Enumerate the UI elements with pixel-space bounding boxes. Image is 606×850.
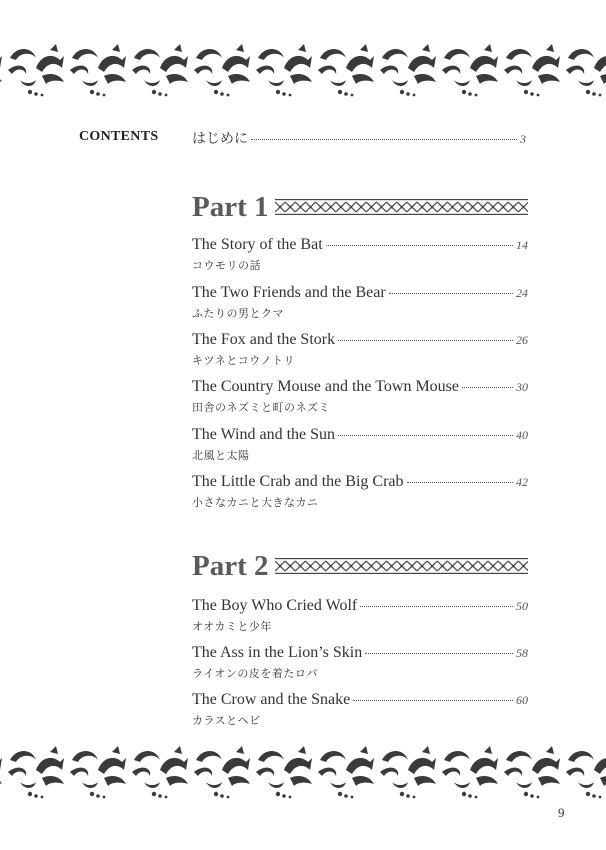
part-2-heading bbox=[192, 546, 528, 586]
dot-leader bbox=[365, 653, 513, 654]
entry-subtitle: ライオンの皮を着たロバ bbox=[192, 667, 318, 680]
entry-title: はじめに bbox=[192, 131, 248, 147]
toc-entry[interactable] bbox=[192, 236, 528, 273]
entry-title: The Little Crab and the Big Crab bbox=[192, 473, 404, 490]
page-number: 60 bbox=[516, 693, 528, 707]
page-number: 3 bbox=[520, 132, 526, 146]
entry-title: The Country Mouse and the Town Mouse bbox=[192, 378, 459, 395]
toc-entry[interactable] bbox=[192, 644, 528, 681]
entry-title: The Fox and the Stork bbox=[192, 331, 336, 348]
top-ornamental-border bbox=[0, 40, 606, 98]
toc-entry-intro[interactable] bbox=[192, 128, 526, 148]
toc-entry[interactable] bbox=[192, 473, 528, 510]
part-1-heading bbox=[192, 187, 528, 227]
entry-subtitle: 小さなカニと大きなカニ bbox=[192, 496, 319, 509]
entry-subtitle: キツネとコウノトリ bbox=[192, 354, 295, 367]
dot-leader bbox=[326, 245, 513, 246]
entry-subtitle: 田舎のネズミと町のネズミ bbox=[192, 401, 330, 414]
part-title: Part 2 bbox=[192, 549, 269, 582]
entry-title: The Two Friends and the Bear bbox=[192, 284, 386, 301]
entry-title: The Wind and the Sun bbox=[192, 426, 336, 443]
page-number: 24 bbox=[516, 286, 528, 300]
cross-hatch-ornament-icon bbox=[275, 199, 529, 215]
page-number: 42 bbox=[516, 475, 528, 489]
toc-entry[interactable] bbox=[192, 597, 528, 634]
cross-hatch-ornament-icon bbox=[275, 558, 529, 574]
part-title: Part 1 bbox=[192, 190, 269, 223]
entry-title: The Crow and the Snake bbox=[192, 691, 351, 708]
bottom-ornamental-border bbox=[0, 742, 606, 800]
dot-leader bbox=[338, 435, 513, 436]
dot-leader bbox=[251, 139, 517, 140]
dot-leader bbox=[338, 340, 513, 341]
entry-title: The Story of the Bat bbox=[192, 236, 323, 253]
entry-subtitle: ふたりの男とクマ bbox=[192, 307, 284, 320]
entry-subtitle: 北風と太陽 bbox=[192, 449, 250, 462]
contents-label: CONTENTS bbox=[79, 129, 159, 144]
page-number: 58 bbox=[516, 646, 528, 660]
toc-entry[interactable] bbox=[192, 331, 528, 368]
dot-leader bbox=[360, 606, 513, 607]
entry-subtitle: オオカミと少年 bbox=[192, 620, 272, 633]
page-number-folio: 9 bbox=[558, 805, 565, 820]
toc-entry[interactable] bbox=[192, 284, 528, 321]
entry-subtitle: カラスとヘビ bbox=[192, 714, 261, 727]
dot-leader bbox=[407, 482, 514, 483]
page-number: 40 bbox=[516, 428, 528, 442]
page-number: 50 bbox=[516, 599, 528, 613]
toc-entry[interactable] bbox=[192, 378, 528, 415]
page-number: 14 bbox=[516, 238, 528, 252]
entry-title: The Ass in the Lion’s Skin bbox=[192, 644, 363, 661]
dot-leader bbox=[353, 700, 513, 701]
page-number: 26 bbox=[516, 333, 528, 347]
dot-leader bbox=[462, 387, 513, 388]
entry-subtitle: コウモリの話 bbox=[192, 259, 261, 272]
toc-entry[interactable] bbox=[192, 426, 528, 463]
page-number: 30 bbox=[516, 380, 528, 394]
dot-leader bbox=[389, 293, 513, 294]
toc-entry[interactable] bbox=[192, 691, 528, 728]
entry-title: The Boy Who Cried Wolf bbox=[192, 597, 358, 614]
